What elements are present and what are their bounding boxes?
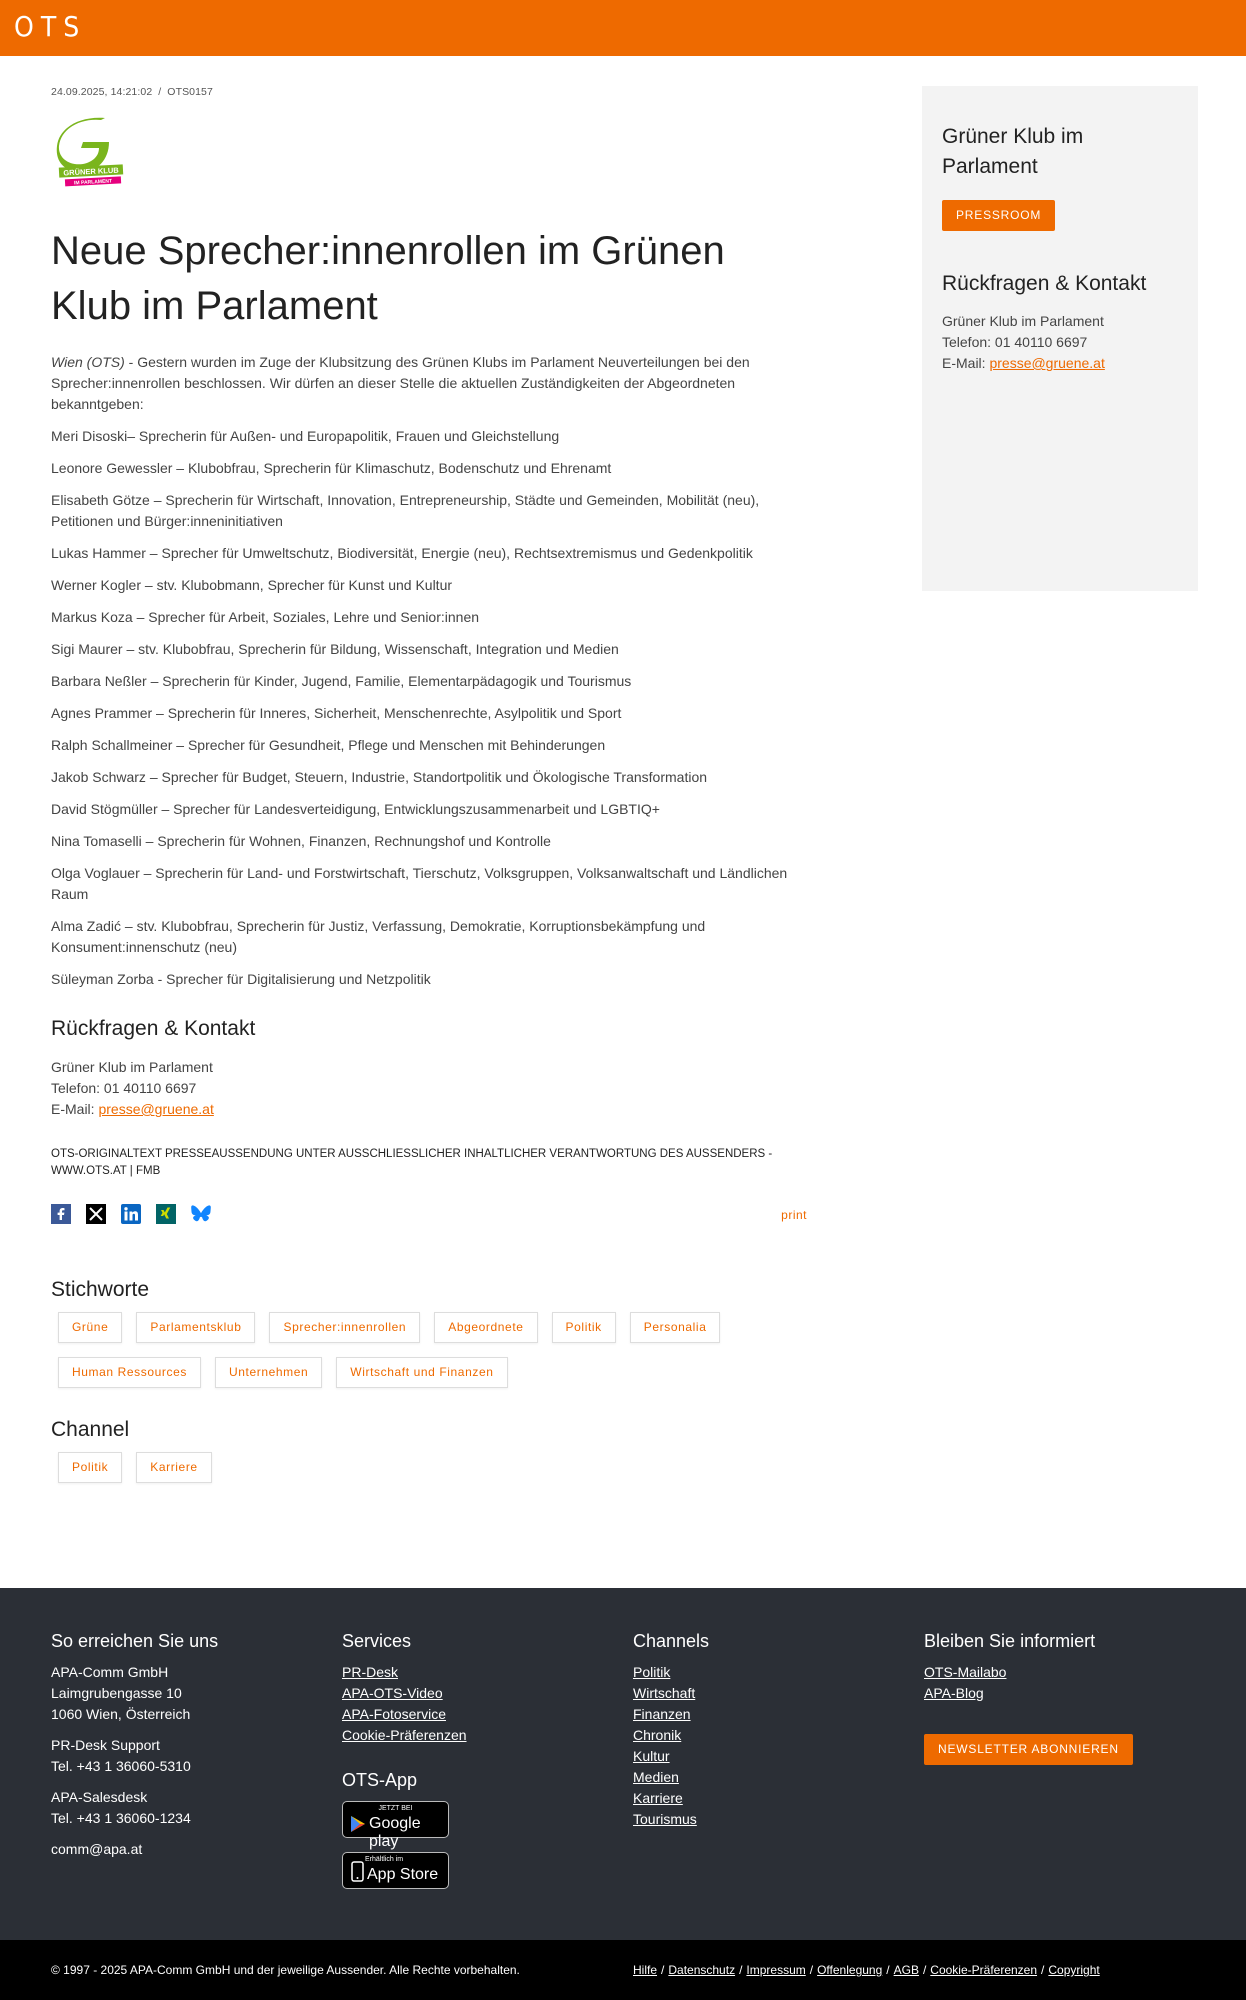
keyword-tag-sprecher-innenrollen[interactable]: Sprecher:innenrollen [269, 1312, 420, 1343]
top-header-bar [0, 0, 1246, 56]
legal-separator: / [1041, 1963, 1045, 1977]
pressroom-button[interactable]: PRESSROOM [942, 200, 1055, 231]
sidebar-contact-email-line [942, 353, 1178, 374]
footer-link-apa-blog[interactable]: APA-Blog [924, 1685, 984, 1701]
role-paragraph: Elisabeth Götze – Sprecherin für Wirtschaft, Innovation, Entrepreneurship, Städte und Gemeinden, Mobilität (neu), Petitionen und Bürger:inneninitiativen [51, 492, 760, 529]
legal-links [633, 1963, 1100, 1977]
contact-phone: Telefon: 01 40110 6697 [51, 1080, 197, 1096]
footer-channel-link-tourismus[interactable]: Tourismus [633, 1811, 697, 1827]
footer-informed-links [924, 1662, 1164, 1704]
legal-separator: / [739, 1963, 743, 1977]
role-paragraph: Jakob Schwarz – Sprecher für Budget, Steuern, Industrie, Standortpolitik und Ökologische Transformation [51, 769, 708, 785]
iphone-icon [351, 1861, 364, 1882]
contact-title: Rückfragen & Kontakt [51, 1017, 256, 1040]
role-paragraph: Leonore Gewessler – Klubobfrau, Sprecherin für Klimaschutz, Bodenschutz und Ehrenamt [51, 460, 612, 476]
footer-sales-phone: Tel. +43 1 36060-1234 [51, 1810, 191, 1826]
footer-link-ots-mailabo[interactable]: OTS-Mailabo [924, 1664, 1007, 1680]
article [51, 86, 807, 1483]
footer-channels-column [633, 1631, 873, 1830]
channel-tag-karriere[interactable]: Karriere [136, 1452, 211, 1483]
legal-link-cookie-praferenzen[interactable]: Cookie-Präferenzen [930, 1963, 1038, 1977]
sidebar-org-title: Grüner Klub im Parlament [942, 125, 1084, 178]
footer-company: APA-Comm GmbH [51, 1664, 169, 1680]
channel-tags [58, 1452, 818, 1483]
keyword-tags [58, 1312, 818, 1388]
footer-services-column [342, 1631, 582, 1889]
lead-text: - Gestern wurden im Zuge der Klubsitzung des Grünen Klubs im Parlament Neuverteilungen bei den Sprecher:innenrollen beschlossen. Wir dürfen an dieser Stelle die aktuellen Zuständigkeiten der Abgeordneten bekanntgeben: [51, 354, 750, 412]
legal-separator: / [661, 1963, 665, 1977]
footer-channel-link-finanzen[interactable]: Finanzen [633, 1706, 691, 1722]
footer-services-links [342, 1662, 582, 1746]
footer-street: Laimgrubengasse 10 [51, 1685, 182, 1701]
app-store-big-text: App Store [367, 1866, 439, 1883]
google-play-icon [351, 1816, 365, 1832]
footer-link-cookie-praferenzen[interactable]: Cookie-Präferenzen [342, 1727, 467, 1743]
sidebar [922, 86, 1198, 591]
contact-block [51, 1057, 807, 1120]
share-bar [51, 1204, 807, 1226]
role-paragraph: Agnes Prammer – Sprecherin für Inneres, Sicherheit, Menschenrechte, Asylpolitik und Sport [51, 705, 622, 721]
sidebar-contact-email-label: E-Mail: [942, 355, 990, 371]
role-paragraph: Sigi Maurer – stv. Klubobfrau, Sprecherin für Bildung, Wissenschaft, Integration und Medien [51, 641, 619, 657]
role-paragraph: Werner Kogler – stv. Klubobmann, Sprecher für Kunst und Kultur [51, 577, 453, 593]
ots-logo[interactable]: OTS [14, 10, 87, 43]
role-paragraph: David Stögmüller – Sprecher für Landesverteidigung, Entwicklungszusammenarbeit und LGBTIQ+ [51, 801, 660, 817]
keyword-tag-grune[interactable]: Grüne [58, 1312, 122, 1343]
x-icon[interactable] [86, 1204, 106, 1224]
google-play-big-text: Google play [369, 1815, 421, 1850]
keyword-tag-personalia[interactable]: Personalia [630, 1312, 721, 1343]
role-paragraph: Alma Zadić – stv. Klubobfrau, Sprecherin für Justiz, Verfassung, Demokratie, Korruptionsbekämpfung und Konsument:innenschutz (neu) [51, 918, 706, 955]
footer-channel-link-wirtschaft[interactable]: Wirtschaft [633, 1685, 696, 1701]
keywords-title: Stichworte [51, 1278, 150, 1301]
role-paragraph: Süleyman Zorba - Sprecher für Digitalisierung und Netzpolitik [51, 971, 431, 987]
newsletter-button[interactable]: NEWSLETTER ABONNIEREN [924, 1734, 1133, 1765]
google-play-small-text: JETZT BEI [378, 1805, 413, 1812]
roles-list [51, 426, 807, 990]
channel-tag-politik[interactable]: Politik [58, 1452, 122, 1483]
footer-reach-title: So erreichen Sie uns [51, 1631, 219, 1651]
sidebar-contact-title: Rückfragen & Kontakt [942, 272, 1147, 295]
google-play-badge[interactable] [342, 1801, 449, 1850]
logo-sub-text: IM PARLAMENT [73, 178, 113, 187]
keyword-tag-wirtschaft-und-finanzen[interactable]: Wirtschaft und Finanzen [336, 1357, 507, 1388]
footer-link-pr-desk[interactable]: PR-Desk [342, 1664, 399, 1680]
logo-g-shape [57, 118, 109, 172]
legal-link-impressum[interactable]: Impressum [746, 1963, 806, 1977]
app-store-badge[interactable] [342, 1852, 449, 1889]
facebook-icon[interactable] [51, 1204, 71, 1224]
sidebar-contact-phone: Telefon: 01 40110 6697 [942, 334, 1088, 350]
footer-channel-link-kultur[interactable]: Kultur [633, 1748, 670, 1764]
linkedin-icon[interactable] [121, 1204, 141, 1224]
bluesky-icon[interactable] [191, 1204, 211, 1224]
role-paragraph: Meri Disoski– Sprecherin für Außen- und Europapolitik, Frauen und Gleichstellung [51, 428, 560, 444]
footer-channels-title: Channels [633, 1631, 710, 1651]
keyword-tag-parlamentsklub[interactable]: Parlamentsklub [136, 1312, 255, 1343]
contact-email-link[interactable]: presse@gruene.at [98, 1101, 214, 1117]
print-link[interactable]: print [781, 1208, 807, 1222]
logo-name-text: GRÜNER KLUB [63, 165, 119, 178]
meta-separator: / [158, 86, 162, 98]
footer-channel-link-chronik[interactable]: Chronik [633, 1727, 682, 1743]
footer-channel-link-politik[interactable]: Politik [633, 1664, 671, 1680]
footer-informed-column [924, 1631, 1164, 1765]
footer-informed-title: Bleiben Sie informiert [924, 1631, 1096, 1651]
article-id: OTS0157 [167, 86, 213, 98]
keyword-tag-politik[interactable]: Politik [552, 1312, 616, 1343]
bottom-legal-bar [0, 1940, 1246, 2000]
sidebar-contact-block [942, 311, 1178, 374]
contact-email-line [51, 1099, 807, 1120]
article-meta [51, 86, 807, 98]
legal-link-datenschutz[interactable]: Datenschutz [668, 1963, 736, 1977]
legal-link-offenlegung[interactable]: Offenlegung [817, 1963, 883, 1977]
contact-email-label: E-Mail: [51, 1101, 99, 1117]
keyword-tag-abgeordnete[interactable]: Abgeordnete [434, 1312, 537, 1343]
xing-icon[interactable] [156, 1204, 176, 1224]
footer-channel-link-medien[interactable]: Medien [633, 1769, 679, 1785]
legal-link-hilfe[interactable]: Hilfe [633, 1963, 658, 1977]
ots-disclaimer: OTS-ORIGINALTEXT PRESSEAUSSENDUNG UNTER AUSSCHLIESSLICHER INHALTLICHER VERANTWORTUNG DES AUSSENDERS - WWW.OTS.AT | FMB [51, 1148, 773, 1177]
footer-services-title: Services [342, 1631, 412, 1651]
footer-support-label: PR-Desk Support [51, 1737, 160, 1753]
footer-sales-label: APA-Salesdesk [51, 1789, 148, 1805]
keyword-tag-unternehmen[interactable]: Unternehmen [215, 1357, 322, 1388]
footer-city: 1060 Wien, Österreich [51, 1706, 191, 1722]
footer-support-phone: Tel. +43 1 36060-5310 [51, 1758, 191, 1774]
role-paragraph: Nina Tomaselli – Sprecherin für Wohnen, Finanzen, Rechnungshof und Kontrolle [51, 833, 551, 849]
footer-reach-column [51, 1631, 291, 1860]
role-paragraph: Lukas Hammer – Sprecher für Umweltschutz, Biodiversität, Energie (neu), Rechtsextremismus und Gedenkpolitik [51, 545, 753, 561]
footer-link-apa-ots-video[interactable]: APA-OTS-Video [342, 1685, 443, 1701]
keyword-tag-human-ressources[interactable]: Human Ressources [58, 1357, 201, 1388]
legal-link-copyright[interactable]: Copyright [1048, 1963, 1100, 1977]
footer-email[interactable]: comm@apa.at [51, 1841, 143, 1857]
footer-app-title: OTS-App [342, 1770, 418, 1790]
article-headline: Neue Sprecher:innenrollen im Grünen Klub im Parlament [51, 229, 725, 328]
article-date: 24.09.2025, 14:21:02 [51, 86, 153, 98]
article-lead [51, 352, 807, 415]
lead-place: Wien (OTS) [51, 354, 125, 370]
role-paragraph: Olga Voglauer – Sprecherin für Land- und Forstwirtschaft, Tierschutz, Volksgruppen, Volksanwaltschaft und Ländlichen Raum [51, 865, 788, 902]
legal-separator: / [922, 1963, 927, 1977]
role-paragraph: Ralph Schallmeiner – Sprecher für Gesundheit, Pflege und Menschen mit Behinderungen [51, 737, 606, 753]
legal-separator: / [886, 1963, 890, 1977]
role-paragraph: Barbara Neßler – Sprecherin für Kinder, Jugend, Familie, Elementarpädagogik und Tourismus [51, 673, 632, 689]
channel-title: Channel [51, 1418, 130, 1441]
contact-org: Grüner Klub im Parlament [51, 1059, 213, 1075]
footer-channels-links [633, 1662, 873, 1830]
sidebar-contact-org: Grüner Klub im Parlament [942, 313, 1104, 329]
footer-link-apa-fotoservice[interactable]: APA-Fotoservice [342, 1706, 446, 1722]
app-store-small-text: Erhältlich im [365, 1856, 404, 1863]
gruener-klub-logo[interactable] [51, 116, 131, 196]
footer [0, 1588, 1246, 1940]
legal-separator: / [809, 1963, 814, 1977]
role-paragraph: Markus Koza – Sprecher für Arbeit, Soziales, Lehre und Senior:innen [51, 609, 480, 625]
sidebar-contact-email-link[interactable]: presse@gruene.at [989, 355, 1105, 371]
copyright-text: © 1997 - 2025 APA-Comm GmbH und der jeweilige Aussender. Alle Rechte vorbehalten. [51, 1963, 520, 1977]
legal-link-agb[interactable]: AGB [893, 1963, 919, 1977]
footer-channel-link-karriere[interactable]: Karriere [633, 1790, 683, 1806]
